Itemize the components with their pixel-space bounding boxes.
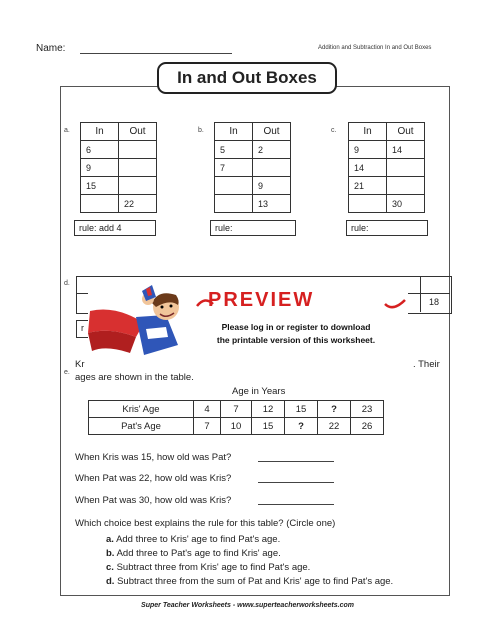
row-label: Kris' Age bbox=[89, 401, 194, 418]
choice-letter: c. bbox=[106, 562, 114, 573]
choice-c[interactable] bbox=[106, 561, 393, 575]
answer-line-3[interactable] bbox=[258, 504, 334, 505]
io-table-c bbox=[348, 122, 425, 213]
choice-b[interactable] bbox=[106, 547, 393, 561]
cell: 15 bbox=[252, 418, 285, 435]
cell: 15 bbox=[81, 177, 119, 195]
label-e: e. bbox=[64, 369, 70, 376]
cell[interactable] bbox=[119, 177, 157, 195]
answer-line-1[interactable] bbox=[258, 461, 334, 462]
table-row bbox=[89, 401, 384, 418]
question-1: When Kris was 15, how old was Pat? bbox=[75, 452, 232, 463]
label-a: a. bbox=[64, 127, 70, 134]
answer-line-2[interactable] bbox=[258, 482, 334, 483]
superhero-mascot-icon bbox=[86, 275, 201, 365]
label-d: d. bbox=[64, 280, 70, 287]
cell: 13 bbox=[253, 195, 291, 213]
label-b: b. bbox=[198, 127, 204, 134]
choice-text: Add three to Pat's age to find Kris' age. bbox=[116, 548, 281, 559]
choice-a[interactable] bbox=[106, 533, 393, 547]
label-c: c. bbox=[331, 127, 337, 134]
table-d-value: 18 bbox=[429, 297, 440, 307]
cell: 21 bbox=[349, 177, 387, 195]
header-out: Out bbox=[119, 123, 157, 141]
table-row bbox=[89, 418, 384, 435]
cell[interactable] bbox=[387, 159, 425, 177]
cell: 12 bbox=[252, 401, 285, 418]
cell: 14 bbox=[349, 159, 387, 177]
cell[interactable] bbox=[119, 159, 157, 177]
footer: Super Teacher Worksheets - www.superteacherworksheets.com bbox=[141, 602, 354, 609]
preview-title: PREVIEW bbox=[208, 289, 315, 311]
io-table-a bbox=[80, 122, 157, 213]
cell: 30 bbox=[387, 195, 425, 213]
choice-text: Add three to Kris' age to find Pat's age. bbox=[116, 534, 281, 545]
header-in: In bbox=[215, 123, 253, 141]
cell: 7 bbox=[194, 418, 221, 435]
row-label: Pat's Age bbox=[89, 418, 194, 435]
choice-letter: b. bbox=[106, 548, 115, 559]
question-2: When Pat was 22, how old was Kris? bbox=[75, 473, 232, 484]
preview-message-line2: the printable version of this worksheet. bbox=[216, 335, 376, 345]
cell: 4 bbox=[194, 401, 221, 418]
cell: 5 bbox=[215, 141, 253, 159]
cell[interactable] bbox=[387, 177, 425, 195]
age-table bbox=[88, 400, 384, 435]
name-line[interactable] bbox=[80, 53, 232, 54]
cell: 14 bbox=[387, 141, 425, 159]
header-out: Out bbox=[253, 123, 291, 141]
cell: 6 bbox=[81, 141, 119, 159]
cell-unknown: ? bbox=[318, 401, 351, 418]
cell: 9 bbox=[81, 159, 119, 177]
rule-box-b[interactable]: rule: bbox=[210, 220, 296, 236]
cell-unknown: ? bbox=[285, 418, 318, 435]
choice-prompt: Which choice best explains the rule for this table? (Circle one) bbox=[75, 518, 336, 529]
cell[interactable] bbox=[349, 195, 387, 213]
choice-letter: d. bbox=[106, 576, 115, 587]
cell[interactable] bbox=[215, 177, 253, 195]
cell[interactable] bbox=[253, 159, 291, 177]
header-in: In bbox=[349, 123, 387, 141]
cell[interactable] bbox=[119, 141, 157, 159]
cell: 22 bbox=[119, 195, 157, 213]
cell: 2 bbox=[253, 141, 291, 159]
cell: 15 bbox=[285, 401, 318, 418]
io-table-b bbox=[214, 122, 291, 213]
preview-message-line1: Please log in or register to download bbox=[221, 322, 371, 332]
cell: 23 bbox=[351, 401, 384, 418]
cell: 26 bbox=[351, 418, 384, 435]
cell: 9 bbox=[253, 177, 291, 195]
choice-text: Subtract three from the sum of Pat and Kris' age to find Pat's age. bbox=[117, 576, 394, 587]
choice-list bbox=[106, 533, 393, 589]
cell: 10 bbox=[221, 418, 252, 435]
choice-letter: a. bbox=[106, 534, 114, 545]
header-in: In bbox=[81, 123, 119, 141]
cell: 7 bbox=[221, 401, 252, 418]
worksheet-title: In and Out Boxes bbox=[157, 62, 337, 94]
cell[interactable] bbox=[215, 195, 253, 213]
choice-text: Subtract three from Kris' age to find Pat's age. bbox=[116, 562, 311, 573]
rule-box-a[interactable]: rule: add 4 bbox=[74, 220, 156, 236]
cell[interactable] bbox=[81, 195, 119, 213]
intro-line2: ages are shown in the table. bbox=[75, 372, 194, 383]
question-3: When Pat was 30, how old was Kris? bbox=[75, 495, 232, 506]
worksheet-subtitle: Addition and Subtraction In and Out Boxes bbox=[318, 45, 432, 51]
cell: 7 bbox=[215, 159, 253, 177]
name-label: Name: bbox=[36, 43, 66, 54]
rule-box-c[interactable]: rule: bbox=[346, 220, 428, 236]
cell: 22 bbox=[318, 418, 351, 435]
preview-message bbox=[196, 321, 396, 347]
age-table-title: Age in Years bbox=[232, 386, 286, 397]
header-out: Out bbox=[387, 123, 425, 141]
intro-start: Kr bbox=[75, 359, 85, 370]
cell: 9 bbox=[349, 141, 387, 159]
choice-d[interactable] bbox=[106, 575, 393, 589]
intro-end: . Their bbox=[413, 359, 440, 370]
rule-box-d-text: r bbox=[81, 323, 84, 333]
